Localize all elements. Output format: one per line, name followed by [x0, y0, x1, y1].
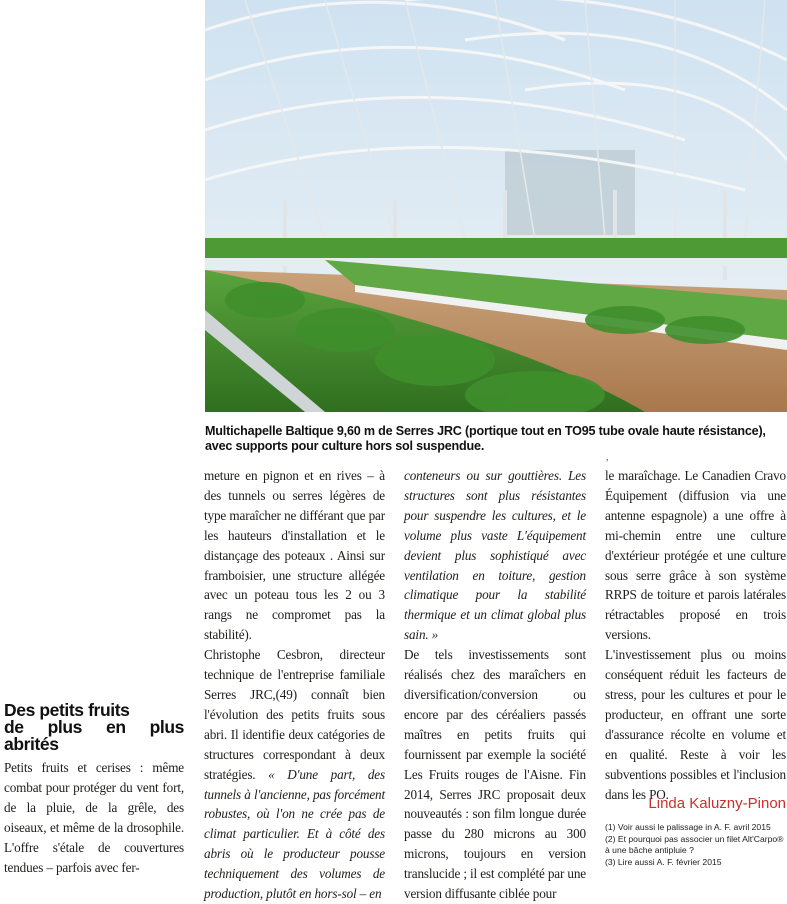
column-2-paragraph-1: meture en pignon et en rives – à des tunnels ou serres légères de type maraîcher ne différant que par les hauteurs d'installation et le distançage des poteaux . Ainsi sur framboisier, une structure allégée avec un poteau tous les 2 ou 3 rangs ne compromet pas la stabilité).	[204, 468, 385, 643]
column-1-text: Petits fruits et cerises : même combat pour protéger du vent fort, de la pluie, de la grêle, des oiseaux, et même de la drosophile. L'offre s'étale de couvertures tendues – parfois avec fer-	[4, 760, 184, 875]
section-heading	[4, 702, 184, 753]
column-4-paragraph-1: le maraîchage. Le Canadien Cravo Équipement (diffusion via une antenne espagnole) a une offre à mi-chemin entre une culture d'extérieur protégée et une culture sous serre grâce à son système RRPS de toiture et parois latérales rétractables proposé en trois versions.	[605, 468, 786, 643]
author-signature: Linda Kaluzny-Pinon	[648, 795, 786, 812]
column-1	[4, 702, 184, 877]
footnote-2: (2) Et pourquoi pas associer un filet Alt'Carpo® à une bâche antipluie ?	[605, 833, 784, 855]
column-2	[204, 466, 385, 904]
column-2-paragraph-2	[204, 645, 385, 904]
heading-line-1: Des petits fruits	[4, 700, 130, 720]
footnotes	[605, 822, 786, 868]
greenhouse-illustration	[205, 0, 787, 412]
greenhouse-strawberry-photo	[205, 0, 787, 412]
heading-line-2: de plus en plus abrités	[4, 717, 184, 754]
column-4-paragraph-2: L'investissement plus ou moins conséquent réduit les facteurs de stress, pour les cultures et pour le producteur, en offrant une sorte d'assurance récolte en volume et en qualité. Reste à voir les subventions possibles et l'inclusion dans les PO.	[605, 647, 786, 802]
caption-line-2: avec supports pour culture hors sol suspendue.	[205, 439, 485, 453]
column-3-quote: conteneurs ou sur gouttières. Les structures sont plus résistantes pour suspendre les cultures, et le volume plus vaste L'équipement devient plus sophistiqué avec ventilation en toiture, gestion climatique pour la stabilité thermique et un climat global plus sain. »	[404, 468, 586, 643]
footnote-3: (3) Lire aussi A. F. février 2015	[605, 856, 722, 867]
column-2-quote: « D'une part, des tunnels à l'ancienne, pas forcément robustes, où l'on ne crée pas de climat particulier. Et à côté des abris où le producteur pousse techniquement des volumes de production, plutôt en hors-sol – en	[204, 766, 385, 902]
stray-mark: ,	[606, 452, 609, 463]
footnote-1: (1) Voir aussi le palissage in A. F. avril 2015	[605, 822, 771, 832]
column-4	[605, 466, 786, 804]
column-2-paragraph-2-text: Christophe Cesbron, directeur technique de l'entreprise familiale Serres JRC,(49) connaît bien l'évolution des petits fruits sous abri. Il identifie deux catégories de structures correspondant à deux stratégies.	[204, 647, 385, 782]
photo-caption	[205, 424, 775, 454]
column-3	[404, 466, 586, 904]
caption-line-1: Multichapelle Baltique 9,60 m de Serres JRC (portique tout en TO95 tube ovale haute résistance),	[205, 424, 766, 438]
column-3-paragraph-2: De tels investissements sont réalisés chez des maraîchers en diversification/conversion ou encore par des céréaliers passés maîtres en petits fruits qui fournissent par exemple la société Les Fruits rouges de l'Aisne. Fin 2014, Serres JRC proposait deux nouveautés : son film longue durée passe du 280 microns au 300 microns, toujours en version translucide ; il est complété par une version diffusante ciblée pour	[404, 647, 586, 902]
